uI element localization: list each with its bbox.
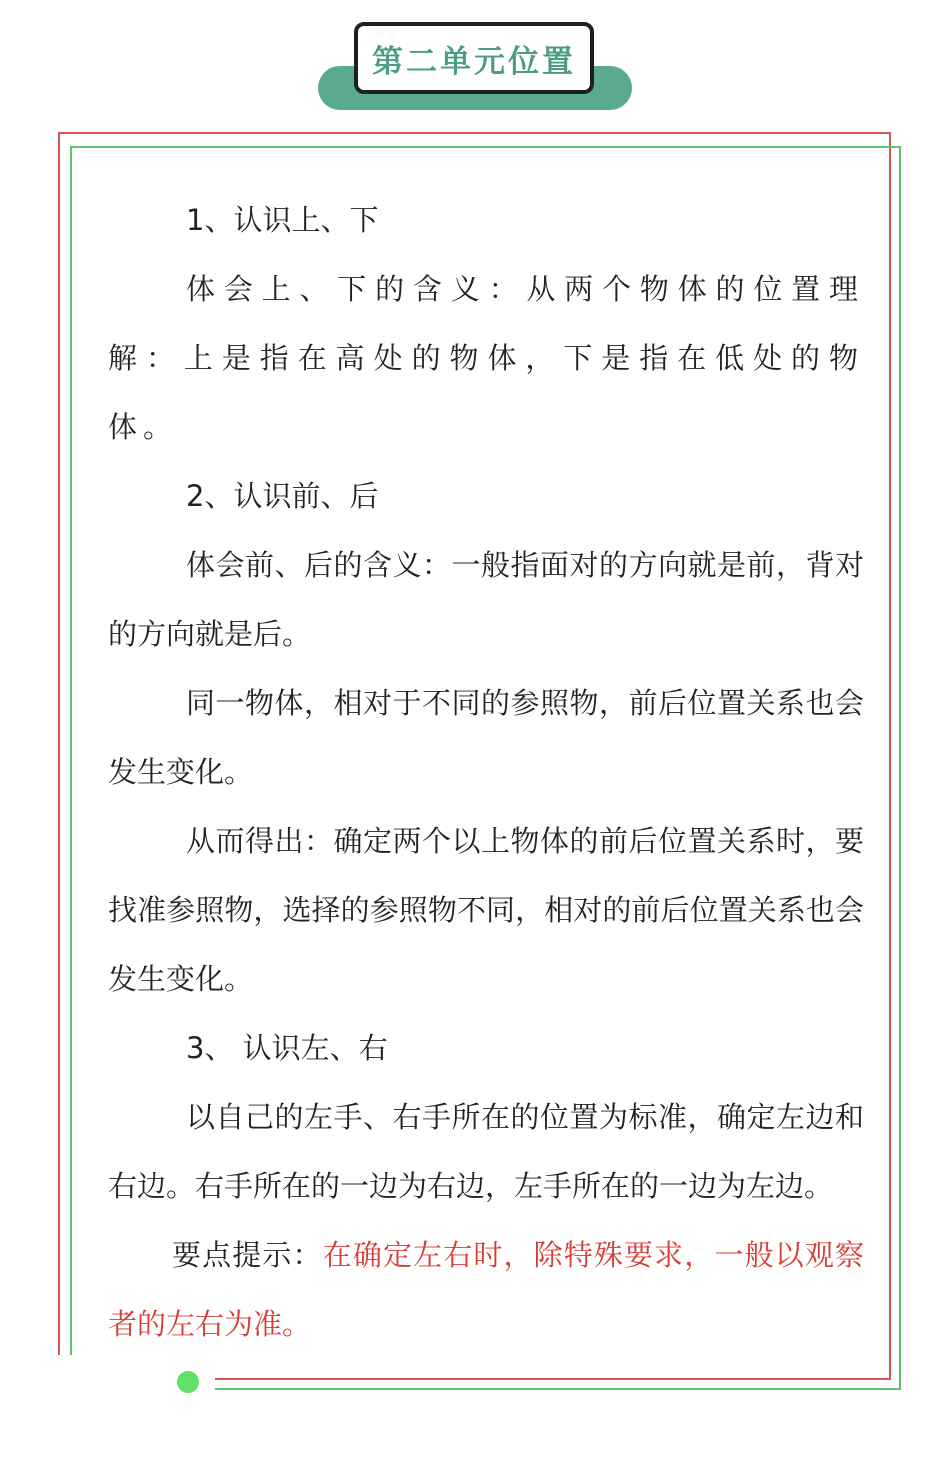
page-title: 第二单元位置 xyxy=(354,22,594,94)
section-2-paragraph-2: 同一物体，相对于不同的参照物，前后位置关系也会发生变化。 xyxy=(108,686,864,789)
tip-text: 在确定左右时，除特殊要求，一般以观察者的左右为准。 xyxy=(108,1238,864,1341)
section-3-paragraph: 以自己的左手、右手所在的位置为标准，确定左边和右边。右手所在的一边为右边，左手所在的一边为左边。 xyxy=(108,1100,864,1203)
section-2-heading: 2、认识前、后 xyxy=(186,479,379,513)
section-2-paragraph-3: 从而得出：确定两个以上物体的前后位置关系时，要找准参照物，选择的参照物不同，相对的前后位置关系也会发生变化。 xyxy=(108,824,864,996)
tip-paragraph xyxy=(108,1221,864,1359)
section-2-paragraph-1: 体会前、后的含义：一般指面对的方向就是前，背对的方向就是后。 xyxy=(108,548,864,651)
section-1-paragraph: 体会上、下的含义：从两个物体的位置理解：上是指在高处的物体，下是指在低处的物体。 xyxy=(108,272,864,444)
tip-label: 要点提示： xyxy=(172,1238,323,1272)
green-dot-ornament xyxy=(177,1371,199,1393)
content-body xyxy=(108,186,864,1359)
section-1-heading: 1、认识上、下 xyxy=(186,203,379,237)
section-3-heading: 3、 认识左、右 xyxy=(186,1031,388,1065)
